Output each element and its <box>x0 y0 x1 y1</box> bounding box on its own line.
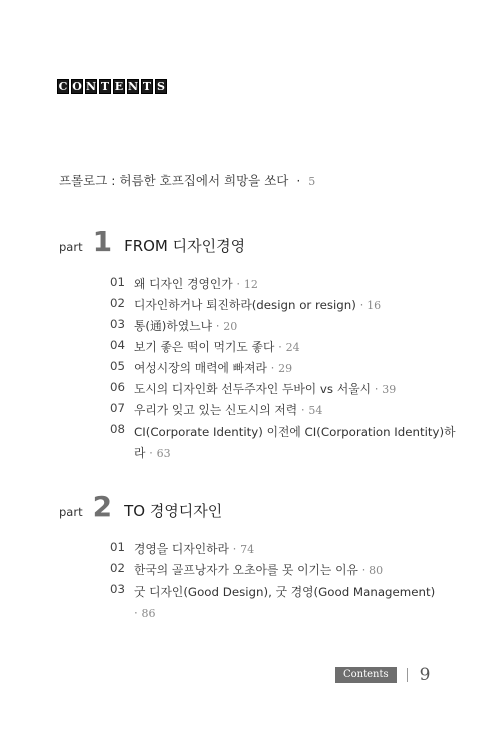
chapter-item[interactable]: 03 굿 디자인(Good Design), 굿 경영(Good Management) · 86 <box>110 582 435 624</box>
chapter-page: 12 <box>243 278 258 291</box>
chapter-page: 54 <box>308 404 323 417</box>
chapter-title: 보기 좋은 떡이 먹기도 좋다 <box>134 340 275 354</box>
chapter-page: 24 <box>285 341 300 354</box>
part-title: FROM 디자인경영 <box>124 237 246 255</box>
chapter-title: 도시의 디자인화 선두주자인 두바이 vs 서울시 <box>134 382 372 396</box>
part-label: part <box>59 240 83 254</box>
chapter-title-continued: 라 <box>134 446 146 460</box>
part-2-chapter-list <box>110 540 435 624</box>
contents-title <box>57 79 167 94</box>
chapter-item[interactable]: 02 한국의 골프낭자가 오초아를 못 이기는 이유 · 80 <box>110 561 435 582</box>
part-number: 1 <box>92 225 113 258</box>
chapter-page: 20 <box>223 320 238 333</box>
chapter-number: 01 <box>110 540 126 554</box>
prologue-text: 프롤로그 : 허름한 호프집에서 희망을 쏘다 <box>59 173 289 188</box>
chapter-number: 04 <box>110 338 126 352</box>
chapter-title: 경영을 디자인하라 <box>134 542 229 556</box>
chapter-number: 08 <box>110 422 126 436</box>
part-2-heading <box>59 490 223 523</box>
chapter-number: 01 <box>110 275 126 289</box>
chapter-title: 우리가 잊고 있는 신도시의 저력 <box>134 403 298 417</box>
contents-letter: T <box>100 80 110 93</box>
chapter-title: 굿 디자인(Good Design), 굿 경영(Good Management) <box>134 585 436 599</box>
chapter-page: 63 <box>156 447 171 460</box>
separator-dot: · <box>292 173 305 188</box>
footer-divider <box>407 668 408 682</box>
chapter-title: 디자인하거나 퇴진하라(design or resign) <box>134 298 356 312</box>
chapter-item[interactable]: 05 여성시장의 매력에 빠져라 · 29 <box>110 359 456 380</box>
part-number: 2 <box>92 490 113 523</box>
chapter-number: 03 <box>110 317 126 331</box>
prologue-page: 5 <box>308 175 316 188</box>
prologue-entry[interactable] <box>59 171 315 189</box>
chapter-title: CI(Corporate Identity) 이전에 CI(Corporation Identity)하 <box>134 425 456 439</box>
contents-letter: T <box>142 80 152 93</box>
chapter-item[interactable]: 01 왜 디자인 경영인가 · 12 <box>110 275 456 296</box>
chapter-title: 한국의 골프낭자가 오초아를 못 이기는 이유 <box>134 563 358 577</box>
chapter-item[interactable]: 04 보기 좋은 떡이 먹기도 좋다 · 24 <box>110 338 456 359</box>
chapter-title: 왜 디자인 경영인가 <box>134 277 233 291</box>
footer-section-label: Contents <box>335 667 397 683</box>
chapter-page: 80 <box>369 564 384 577</box>
contents-letter: O <box>72 80 82 93</box>
chapter-title: 통(通)하였느냐 <box>134 319 212 333</box>
chapter-page: 39 <box>382 383 397 396</box>
page-footer <box>335 665 430 685</box>
chapter-page: 74 <box>240 543 255 556</box>
chapter-number: 03 <box>110 582 126 596</box>
chapter-item[interactable]: 08 CI(Corporate Identity) 이전에 CI(Corporation Identity)하 라 · 63 <box>110 422 456 464</box>
chapter-page: 86 <box>141 607 156 620</box>
chapter-item[interactable]: 06 도시의 디자인화 선두주자인 두바이 vs 서울시 · 39 <box>110 380 456 401</box>
chapter-item[interactable]: 03 통(通)하였느냐 · 20 <box>110 317 456 338</box>
chapter-title: 여성시장의 매력에 빠져라 <box>134 361 267 375</box>
chapter-item[interactable]: 01 경영을 디자인하라 · 74 <box>110 540 435 561</box>
chapter-item[interactable]: 02 디자인하거나 퇴진하라(design or resign) · 16 <box>110 296 456 317</box>
contents-letter: S <box>155 79 167 94</box>
contents-letter: N <box>85 80 97 93</box>
chapter-number: 05 <box>110 359 126 373</box>
contents-letter: E <box>114 80 124 93</box>
part-label: part <box>59 505 83 519</box>
part-1-heading <box>59 225 246 258</box>
chapter-number: 06 <box>110 380 126 394</box>
chapter-page: 29 <box>278 362 293 375</box>
part-1-chapter-list <box>110 275 456 464</box>
page-number: 9 <box>419 665 431 685</box>
chapter-number: 02 <box>110 296 126 310</box>
chapter-item[interactable]: 07 우리가 잊고 있는 신도시의 저력 · 54 <box>110 401 456 422</box>
contents-letter: C <box>58 80 68 93</box>
part-title: TO 경영디자인 <box>124 502 223 520</box>
contents-letter: N <box>127 80 139 93</box>
chapter-page: 16 <box>367 299 382 312</box>
chapter-number: 07 <box>110 401 126 415</box>
chapter-number: 02 <box>110 561 126 575</box>
